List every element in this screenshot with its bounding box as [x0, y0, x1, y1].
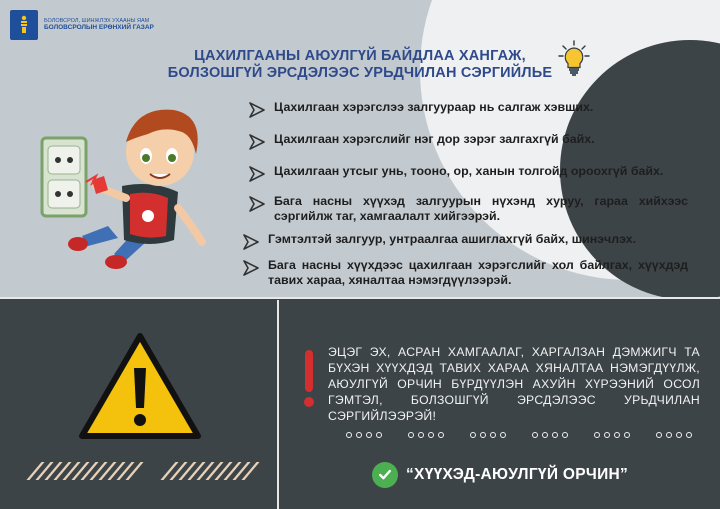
decor-slashes-left	[34, 462, 136, 482]
title-line2: БОЛЗОШГҮЙ ЭРСДЭЛЭЭС УРЬДЧИЛАН СЭРГИЙЛЬЕ	[167, 65, 553, 81]
exclamation-icon	[302, 350, 316, 410]
panel-divider-vertical	[277, 300, 279, 509]
arrow-bullet-icon	[248, 195, 266, 213]
org-line2: БОЛОВСРОЛЫН ЕРӨНХИЙ ГАЗАР	[44, 24, 154, 32]
arrow-bullet-icon	[242, 233, 260, 251]
panel-divider-horizontal	[0, 297, 720, 299]
slogan: “ХҮҮХЭД-АЮУЛГҮЙ ОРЧИН”	[406, 466, 629, 483]
list-item	[248, 164, 663, 183]
tip-text: Бага насны хүүхэд залгуурын нүхэнд хуруу, гараа хийхээс сэргийлж таг, хамгаалалт хийгээрэй.	[274, 194, 688, 223]
list-item	[242, 258, 688, 288]
decor-dots	[346, 432, 692, 438]
tip-text: Гэмтэлтэй залгуур, унтраалгаа ашиглахгүй байх, шинэчлэх.	[268, 232, 637, 246]
boy-outlet-illustration	[38, 98, 228, 288]
arrow-bullet-icon	[248, 101, 266, 119]
warning-triangle-icon	[78, 332, 202, 442]
tip-text: Цахилгаан хэрэгслийг нэг дор зэрэг залгахгүй байх.	[274, 132, 595, 146]
arrow-bullet-icon	[248, 133, 266, 151]
org-line1: БОЛОВСРОЛ, ШИНЖЛЭХ УХААНЫ ЯАМ	[44, 17, 150, 24]
tip-text: Цахилгаан хэрэгслээ залгуураар нь салгаж хэвших.	[274, 100, 594, 114]
arrow-bullet-icon	[242, 259, 260, 277]
arrow-bullet-icon	[248, 165, 266, 183]
parent-message: ЭЦЭГ ЭХ, АСРАН ХАМГААЛАГ, ХАРГАЛЗАН ДЭМЖИГЧ ТА БҮХЭН ХҮҮХДЭД ТАВИХ ХАРАА ХЯНАЛТАА НЭМЭГДҮҮЛЖ, АЮУЛГҮЙ ОРЧИН БҮРДҮҮЛЭН АХУЙН ХҮРЭЭНИЙ ОСОЛ ГЭМТЭЛ, БОЛЗОШГҮЙ ЭРСДЭЛЭЭС УРЬДЧИЛАН СЭРГИЙЛЭЭРЭЙ!	[328, 345, 700, 423]
list-item	[242, 232, 636, 251]
check-circle-icon	[372, 462, 398, 488]
page-title	[160, 48, 560, 82]
org-logo	[10, 10, 154, 40]
tip-text: Цахилгаан утсыг унь, тооно, ор, ханын толгойд ороохгүй байх.	[274, 164, 664, 178]
list-item	[248, 194, 688, 224]
soyombo-emblem-icon	[10, 10, 38, 40]
tip-text: Бага насны хүүхдээс цахилгаан хэрэгслийг хол байлгах, хүүхдэд тавих хараа, хяналтаа нэмэгдүүлээрэй.	[268, 258, 688, 287]
lightbulb-icon	[558, 40, 590, 80]
list-item	[248, 132, 595, 151]
title-line1: ЦАХИЛГААНЫ АЮУЛГҮЙ БАЙДЛАА ХАНГАЖ,	[194, 48, 526, 64]
list-item	[248, 100, 593, 119]
decor-slashes-right	[168, 462, 252, 482]
